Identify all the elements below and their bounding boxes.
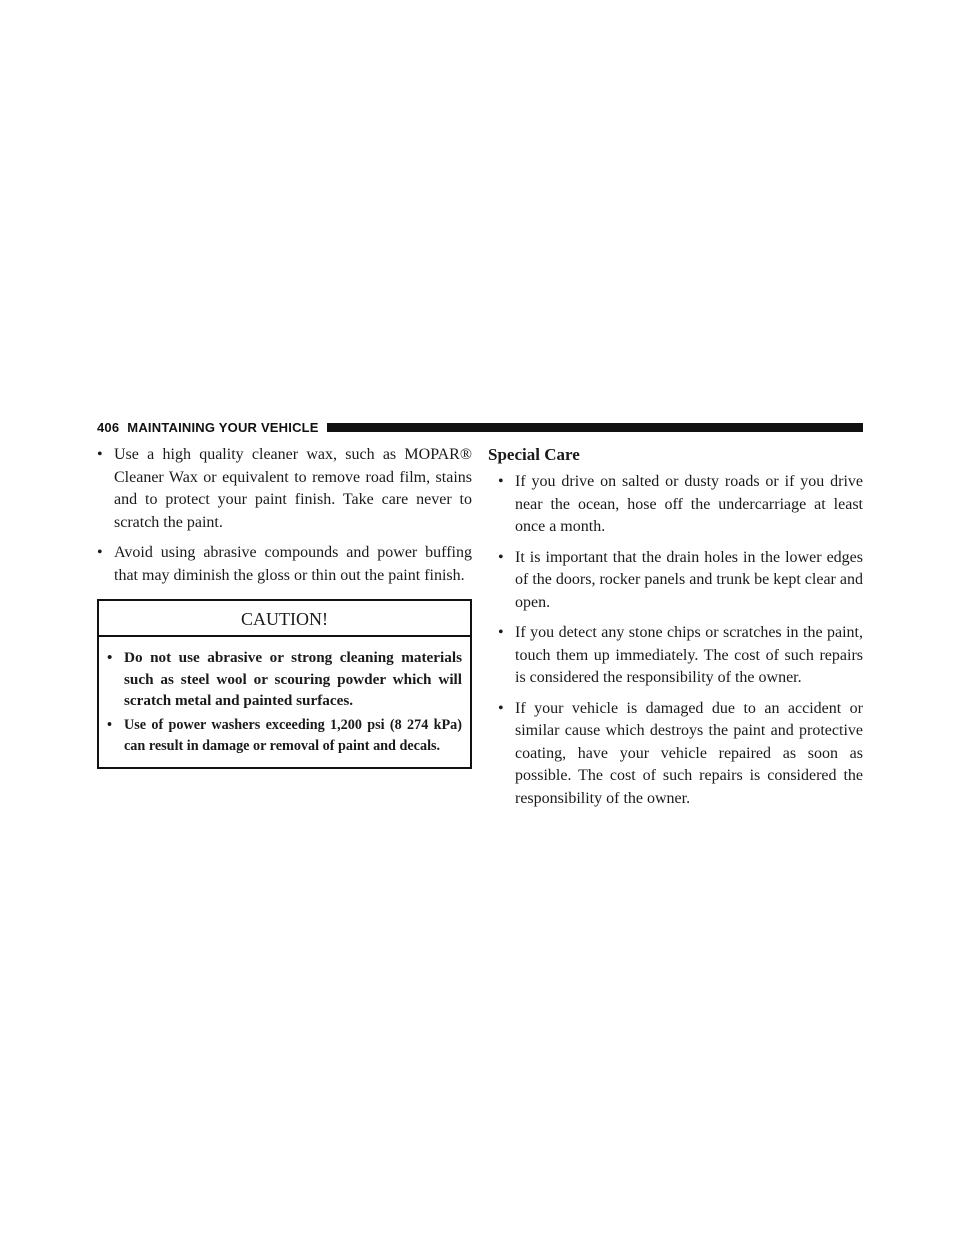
- special-care-heading: Special Care: [488, 445, 580, 464]
- bullet-glyph: •: [107, 716, 112, 733]
- bullet-glyph: •: [107, 649, 113, 666]
- bullet-glyph: •: [498, 624, 504, 641]
- list-item: • If you drive on salted or dusty roads or if you drive near the ocean, hose off the undercarriage at least once a month.: [498, 473, 863, 535]
- special-care-list: [488, 471, 863, 810]
- page-number: 406: [97, 419, 120, 435]
- section-title: MAINTAINING YOUR VEHICLE: [127, 419, 319, 435]
- header-rule: [327, 423, 863, 432]
- left-column: [97, 444, 472, 769]
- bullet-glyph: •: [97, 544, 103, 561]
- list-item: • If your vehicle is damaged due to an accident or similar cause which destroys the paint and protective coating, have your vehicle repaired as soon as possible. The cost of such repairs is considered the responsibility of the owner.: [498, 699, 863, 807]
- caution-title: CAUTION!: [99, 607, 470, 637]
- list-item: • It is important that the drain holes in the lower edges of the doors, rocker panels and trunk be kept clear and open.: [498, 548, 863, 611]
- bullet-glyph: •: [97, 446, 103, 463]
- caution-list: [107, 647, 462, 758]
- list-item: • Use a high quality cleaner wax, such as MOPAR® Cleaner Wax or equivalent to remove road film, stains and to protect your paint finish. Take care never to scratch the paint.: [97, 446, 472, 531]
- bullet-glyph: •: [498, 473, 504, 490]
- page-header: [97, 417, 863, 437]
- list-item: • If you detect any stone chips or scratches in the paint, touch them up immediately. The cost of such repairs is considered the responsibility of the owner.: [498, 624, 863, 686]
- bullet-glyph: •: [498, 548, 504, 566]
- right-column: [488, 444, 863, 818]
- list-item: • Use of power washers exceeding 1,200 psi (8 274 kPa) can result in damage or removal of paint and decals.: [107, 716, 462, 754]
- list-item: • Do not use abrasive or strong cleaning materials such as steel wool or scouring powder which will scratch metal and painted surfaces.: [107, 649, 462, 709]
- paint-care-list: [97, 444, 472, 587]
- bullet-glyph: •: [498, 699, 504, 717]
- list-item: • Avoid using abrasive compounds and power buffing that may diminish the gloss or thin out the paint finish.: [97, 544, 472, 584]
- caution-box: [97, 599, 472, 769]
